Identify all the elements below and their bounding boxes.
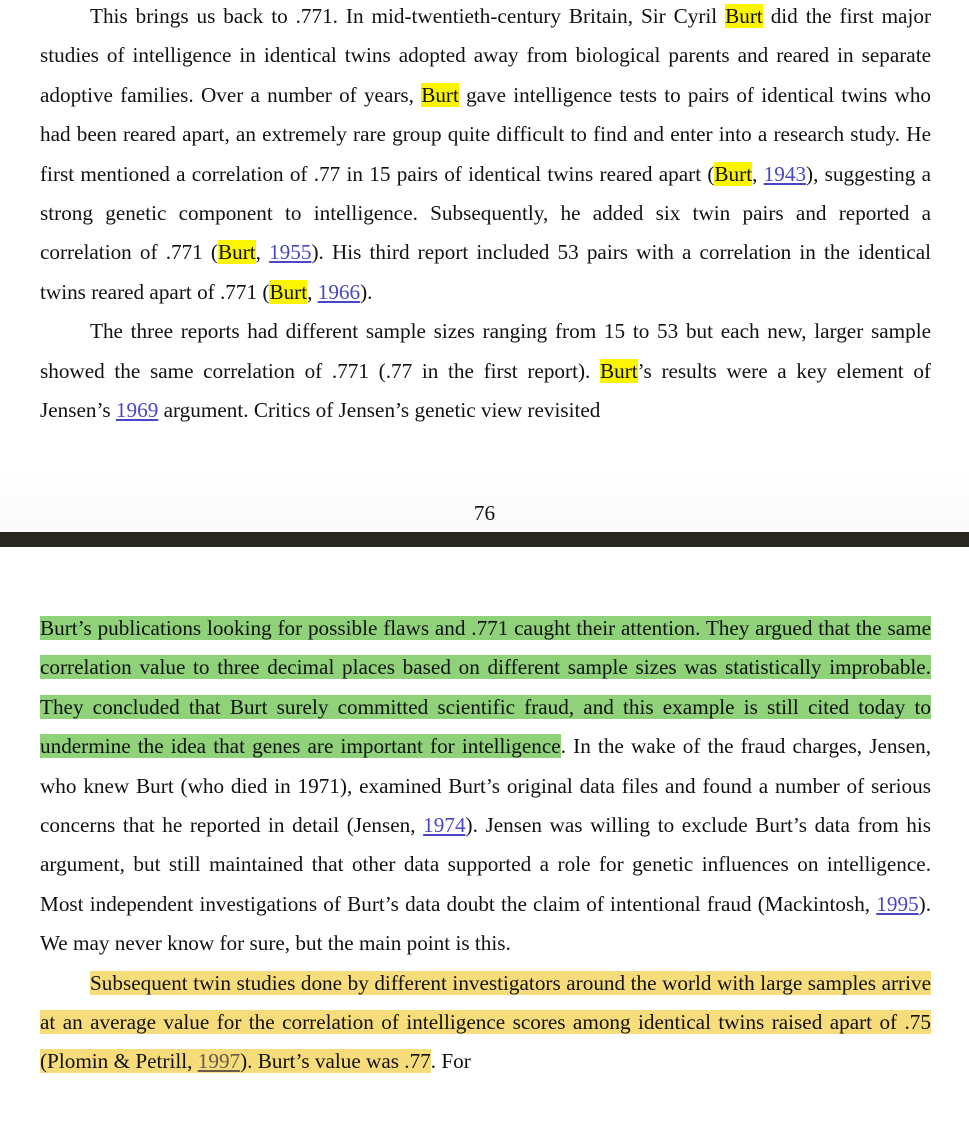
citation-link-1995[interactable]: 1995 (876, 891, 919, 916)
text-span: , (255, 240, 270, 265)
citation-link-1943[interactable]: 1943 (763, 161, 807, 186)
citation-link-1997[interactable]: 1997 (197, 1049, 241, 1074)
paragraph-burt-studies (40, 0, 931, 312)
text-span: ). His third report included 53 pairs with a correlation in the identical twins reared apart of .771 ( (40, 240, 931, 304)
text-span: ). Jensen was willing to exclude Burt’s data from his argument, but still maintained that other data supported a role for genetic influences on intelligence. Most independent investigations of Burt’s data doubt the claim of intentional fraud (Mackintosh, (40, 813, 932, 916)
text-span: ). (360, 279, 373, 304)
text-span: did the first major studies of intelligence in identical twins adopted away from biological parents and reared in separate adoptive families. Over a number of years, (40, 4, 931, 107)
highlight-burt: Burt (725, 4, 763, 28)
highlight-green-passage: Burt’s publications looking for possible flaws and .771 caught their attention. They argued that the same correlation value to three decimal places based on different sample sizes was statistically improbable. They concluded that Burt surely committed scientific fraud, and this example is still cited today to undermine the idea that genes are important for intelligence (40, 616, 931, 759)
page-number: 76 (473, 501, 496, 525)
page-divider (0, 532, 969, 547)
citation-link-1969[interactable]: 1969 (115, 398, 159, 423)
highlight-orange-passage: ). Burt’s value was .77 (240, 1049, 431, 1074)
highlight-burt: Burt (714, 161, 753, 186)
highlight-burt: Burt (269, 279, 308, 304)
highlight-burt: Burt (217, 240, 256, 265)
citation-link-1974[interactable]: 1974 (423, 813, 466, 838)
citation-link-1966[interactable]: 1966 (317, 279, 361, 304)
text-span: ’s results were a key element of Jensen’s (40, 358, 931, 423)
text-span: gave intelligence tests to pairs of identical twins who had been reared apart, an extremely rare group quite difficult to find and enter into a research study. He first mentioned a correlation of .77 in 15 pairs of identical twins reared apart ( (40, 82, 932, 186)
text-span: ), suggesting a strong genetic component to intelligence. Subsequently, he added six twin pairs and reported a correlation of .771 ( (40, 161, 931, 265)
paragraph-subsequent-studies (40, 964, 931, 1082)
highlight-burt: Burt (599, 358, 638, 383)
text-span: This brings us back to .771. In mid-twentieth-century Britain, Sir Cyril (90, 4, 726, 28)
citation-link-1955[interactable]: 1955 (269, 240, 312, 265)
text-span: The three reports had different sample sizes ranging from 15 to 53 but each new, larger sample showed the same correlation of .771 (.77 in the first report). (40, 319, 931, 383)
text-span: . For (430, 1049, 471, 1074)
paragraph-fraud-charges (40, 609, 931, 964)
highlight-orange-passage: Subsequent twin studies done by different investigators around the world with large samples arrive at an average value for the correlation of intelligence scores among identical twins raised apart of .75 (Plomin & Petrill, (40, 970, 931, 1074)
text-span: . In the wake of the fraud charges, Jensen, who knew Burt (who died in 1971), examined Burt’s original data files and found a number of serious concerns that he reported in detail (Jensen, (40, 734, 931, 838)
lower-page-text (40, 609, 931, 1082)
text-span: ). We may never know for sure, but the main point is this. (40, 891, 931, 956)
paragraph-three-reports (40, 312, 931, 430)
text-span: , (307, 279, 318, 304)
text-span: argument. Critics of Jensen’s genetic view revisited (158, 398, 601, 423)
upper-page-text (40, 0, 931, 430)
highlight-burt: Burt (421, 82, 459, 107)
upper-page (0, 0, 969, 532)
lower-page (0, 547, 969, 1130)
text-span: , (752, 161, 764, 186)
